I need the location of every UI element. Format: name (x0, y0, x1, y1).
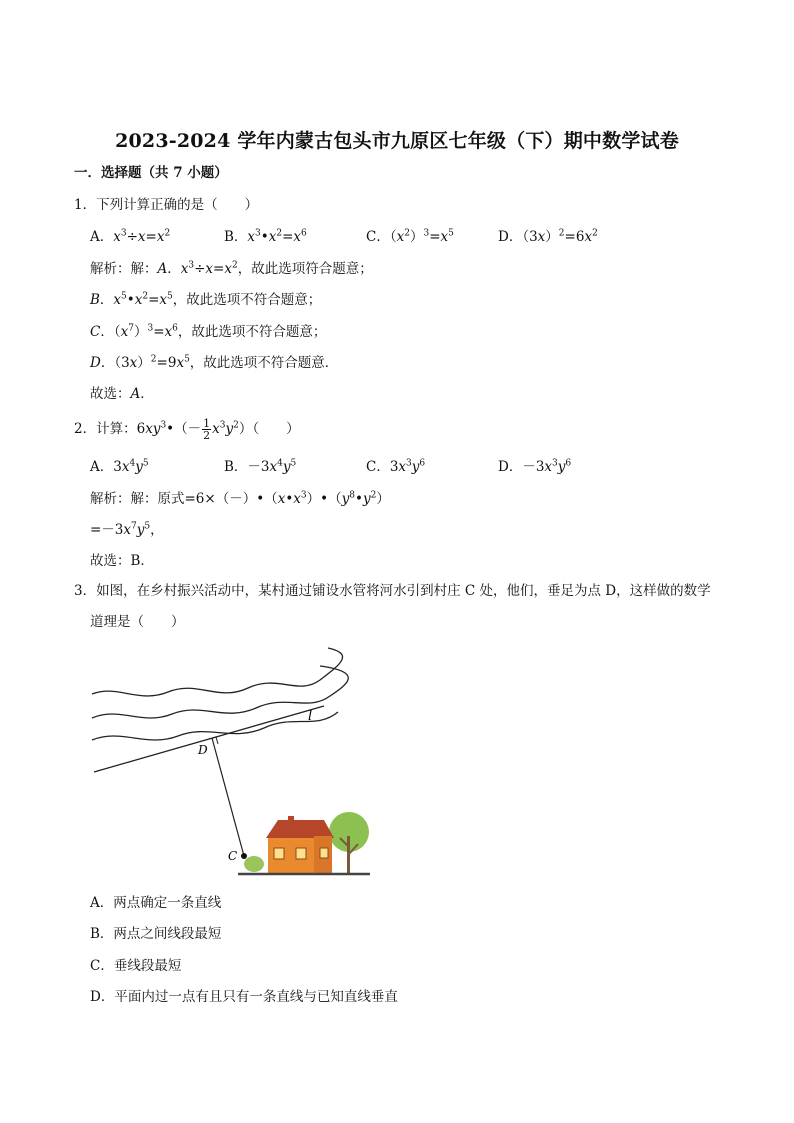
q1-analysis-4: D．$(3x)^2=9x^5$，故此选项不符合题意． (90, 354, 339, 371)
river-waves (92, 648, 348, 740)
point-c (241, 853, 247, 859)
q2-analysis-1: 解析：解：原式$=6\times(-)•(x•x^3)•(y^8•y^2)$ (90, 490, 390, 507)
q2-answer: 故选：B． (90, 553, 154, 569)
window-left (274, 848, 284, 859)
fraction-one-half: $\frac{1}{2}$ (203, 417, 211, 442)
chimney (288, 816, 294, 826)
q3-option-b: B．两点之间线段最短 (90, 926, 222, 942)
house-roof (266, 820, 334, 838)
q1-option-b: B．$x^3•x^2=x^6$ (224, 228, 307, 245)
label-c: C (228, 849, 238, 863)
q1-analysis-1: 解析：解：A．$x^3\div x=x^2$，故此选项符合题意； (90, 260, 373, 277)
q2-option-b: B．$-3x^4y^5$ (224, 458, 297, 475)
q3-option-a: A．两点确定一条直线 (90, 895, 222, 911)
q1-option-c: C．$(x^2)^3=x^5$ (366, 228, 454, 245)
perpendicular-segment-cd (212, 738, 244, 856)
exam-title: 2023-2024 学年内蒙古包头市九原区七年级（下）期中数学试卷 (115, 130, 679, 152)
village-house-illustration (238, 812, 370, 874)
river-village-figure (88, 640, 388, 885)
section-heading: 一．选择题（共 7 小题） (74, 165, 228, 181)
window-side (320, 848, 328, 858)
q3-option-d: D．平面内过一点有且只有一条直线与已知直线垂直 (90, 989, 398, 1005)
q3-stem-line2: 道理是（ ） (90, 614, 185, 630)
q1-option-d: D．$(3x)^2=6x^2$ (498, 228, 598, 245)
q3-stem-line1: 3．如图，在乡村振兴活动中，某村通过铺设水管将河水引到村庄 C 处，他们，垂足为点 D，这样做的数学 (74, 583, 711, 599)
q2-analysis-2: $=-3x^7y^5$， (90, 521, 164, 538)
q1-analysis-2: B．$x^5•x^2=x^5$，故此选项不符合题意； (90, 291, 322, 308)
q1-analysis-3: C．$(x^7)^3=x^6$，故此选项不符合题意； (90, 323, 327, 340)
q1-option-a: A．$x^3\div x=x^2$ (90, 228, 171, 245)
label-l: l (308, 709, 313, 724)
q2-stem: 2．计算：$6xy^3•(-$ $\frac{1}{2}$ $x^3y^2$）（ ） (74, 417, 300, 442)
q2-option-c: C．$3x^3y^6$ (366, 458, 426, 475)
q1-stem: 1．下列计算正确的是（ ） (74, 197, 259, 213)
window-right (296, 848, 306, 859)
tree-trunk (347, 836, 350, 874)
q2-option-d: D．$-3x^3y^6$ (498, 458, 572, 475)
q2-option-a: A．$3x^4y^5$ (90, 458, 149, 475)
label-d: D (198, 743, 208, 757)
q3-option-c: C．垂线段最短 (90, 958, 182, 974)
bush (244, 856, 264, 872)
wave-1 (92, 648, 343, 696)
q1-answer: 故选：A． (90, 386, 154, 402)
